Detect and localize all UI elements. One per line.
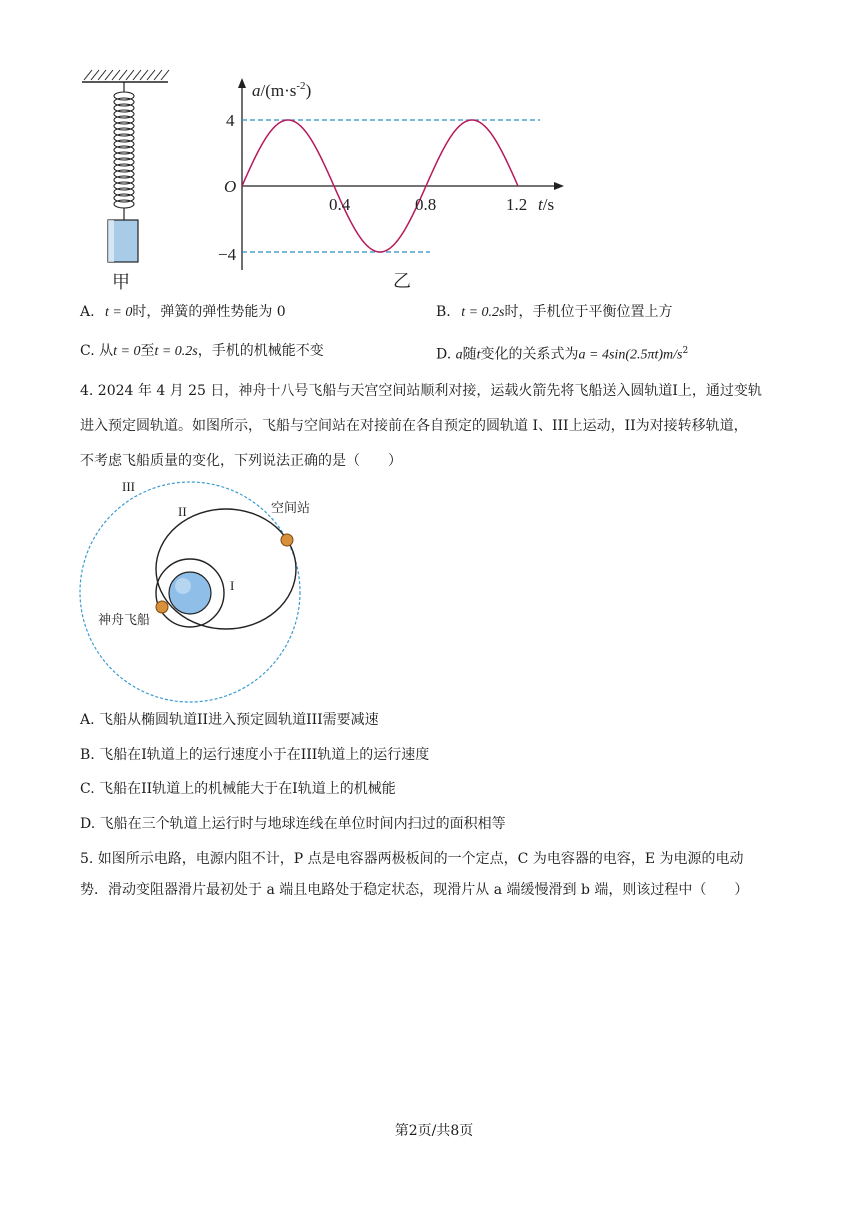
q3-option-c: C. 从t = 0至t = 0.2s，手机的机械能不变 — [80, 343, 324, 359]
label-orbit-III: III — [122, 479, 135, 494]
q3-option-d: D. a随t变化的关系式为$a = 4\sin(2.5\pi t)m/s^2$ — [436, 346, 689, 363]
label-spacecraft: 神舟飞船 — [98, 613, 151, 628]
x-axis-label: t/s — [538, 195, 555, 214]
spring-coils — [114, 92, 134, 208]
spacecraft-dot — [156, 601, 168, 613]
x-tick-0.8: 0.8 — [415, 195, 437, 214]
y-tick-neg4: −4 — [218, 245, 237, 264]
earth — [169, 572, 211, 614]
origin-label: O — [224, 177, 237, 196]
y-axis-arrow — [238, 78, 246, 88]
q4-option-b: B. 飞船在I轨道上的运行速度小于在III轨道上的运行速度 — [80, 747, 430, 763]
acceleration-time-graph — [210, 70, 580, 292]
label-jia: 甲 — [112, 272, 130, 292]
q5-stem-line1: 5. 如图所示电路，电源内阻不计，P 点是电容器两极板间的一个定点，C 为电容器的电容，E 为电源的电动 — [80, 851, 744, 867]
orbit-II — [156, 509, 296, 629]
spring-figure — [70, 62, 180, 294]
q4-option-c: C. 飞船在II轨道上的机械能大于在I轨道上的机械能 — [80, 781, 396, 797]
q4-option-a: A. 飞船从椭圆轨道II进入预定圆轨道III需要减速 — [80, 712, 379, 728]
label-yi: 乙 — [393, 271, 411, 291]
y-tick-pos4: 4 — [226, 111, 235, 130]
q4-stem-line3: 不考虑飞船质量的变化，下列说法正确的是（ ） — [80, 453, 402, 469]
label-orbit-II: II — [178, 504, 187, 519]
ceiling-hatch — [84, 70, 169, 80]
y-axis-label: $a/(m\cdot s^{-2})$ — [252, 80, 312, 100]
q4-option-d: D. 飞船在三个轨道上运行时与地球连线在单位时间内扫过的面积相等 — [80, 816, 506, 832]
q3-option-b: B. t = 0.2s时，手机位于平衡位置上方 — [436, 304, 673, 320]
q3-option-a: A. t = 0时，弹簧的弹性势能为 0 — [80, 304, 286, 320]
x-tick-0.4: 0.4 — [329, 195, 351, 214]
orbit-diagram — [78, 476, 328, 708]
q4-stem-line2: 进入预定圆轨道。如图所示，飞船与空间站在对接前在各自预定的圆轨道 I、III上运动，II为对接转移轨道， — [80, 418, 748, 434]
space-station-dot — [281, 534, 293, 546]
page-number: 第2页/共8页 — [394, 1123, 474, 1139]
x-tick-1.2: 1.2 — [506, 195, 528, 214]
label-orbit-I: I — [230, 578, 235, 593]
label-space-station: 空间站 — [271, 501, 311, 516]
q5-stem-line2: 势．滑动变阻器滑片最初处于 a 端且电路处于稳定状态，现滑片从 a 端缓慢滑到 b 端，则该过程中（ ） — [80, 882, 749, 898]
x-axis-arrow — [554, 182, 564, 190]
q4-stem-line1: 4. 2024 年 4 月 25 日，神舟十八号飞船与天宫空间站顺利对接，运载火箭先将飞船送入圆轨道I上，通过变轨 — [80, 383, 762, 399]
